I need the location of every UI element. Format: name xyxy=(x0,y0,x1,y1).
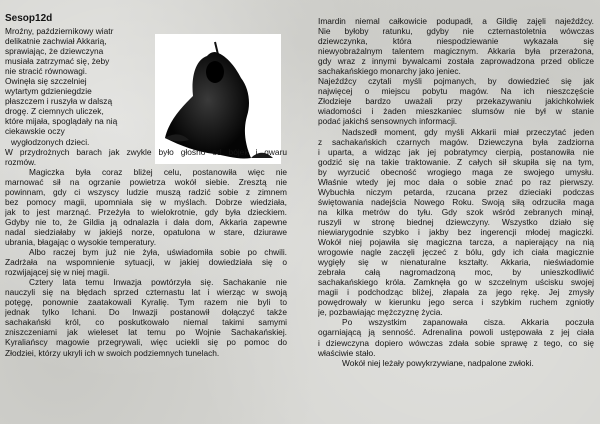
text-line: płaszczem i ruszyła w dalszą xyxy=(5,96,113,107)
text-line: ogarniającą ją senność. Adrenalina powoli ustępowała z jej ciała xyxy=(318,327,594,338)
text-line: dziewczynka, która niespodziewanie wykazała się xyxy=(318,36,594,47)
text-line: Owinęła się szczelniej xyxy=(5,76,87,87)
text-line: sachakańskiego monarchy jako jeniec. xyxy=(318,66,461,77)
text-line: drogę. Z ciemnych uliczek, xyxy=(5,106,104,117)
text-line: ciekawskie oczy xyxy=(5,126,65,137)
text-line: świętowania nadejścia Nowego Roku. Swoją siłą odrzuciła maga xyxy=(318,196,594,207)
text-line: niewyobrażalnym talentem magicznym. Akkaria była przerażona, xyxy=(318,46,594,57)
right-column xyxy=(318,16,594,368)
text-line: nauczyli się na błędach sprzed czternastu lat i wierząc w swoją xyxy=(5,287,287,298)
text-line: rozwijającej się w niej magii. xyxy=(5,267,110,278)
text-line: podać jakichś sensownych informacji. xyxy=(318,116,458,127)
text-line: delikatnie zachwiał Akkarią, xyxy=(5,36,107,47)
text-line: najwięcej o miejscu pobytu magów. Na ich nieszczęście xyxy=(318,86,594,97)
text-line: godzić się na takie traktowanie. Z całych sił skupiła się na tym, xyxy=(318,156,594,167)
text-line: Wokół niej pojawiła się magiczna tarcza, a napierający na nią xyxy=(318,237,594,248)
text-line: Najeźdźcy czytali myśli pojmanych, by dowiedzieć się jak xyxy=(318,76,594,87)
text-line: właściwie stało. xyxy=(318,347,376,358)
page-title: Sesop12d xyxy=(5,13,53,24)
text-line: Kyraliańscy magowie przegrywali, więc uciekli się po pomoc do xyxy=(5,337,287,348)
text-line: Albo raczej bym już nie żyła, uświadomiła sobie po chwili. xyxy=(29,247,287,258)
text-line: na kilka metrów do tyłu. Gdy szok wśród zebranych minął, xyxy=(318,206,594,217)
text-line: wygięły się w nienaturalne kształty. Akkaria, nieświadomie xyxy=(318,257,594,268)
text-line: sachakańskiego króla. Zamknęła go w szczelnym uścisku swojej xyxy=(318,277,594,288)
text-line: z sachakańskich czarnych magów. Dziewczyna była zadziorna xyxy=(318,136,594,147)
text-line: i dziewczyna dopiero wówczas zdała sobie sprawę z tego, co się xyxy=(318,337,594,348)
text-line: Imardin niemal całkowicie podupadł, a Gildię zajęli najeźdźcy. xyxy=(318,16,594,26)
text-line: nie stracić równowagi. xyxy=(5,66,88,77)
text-line: jednak tylko Ichani. Do Inwazji postanowił dołączyć także xyxy=(5,307,287,318)
text-line: sachakański król, co poskutkowało niemal takimi samymi xyxy=(5,317,287,328)
text-line: Złodzieje bardzo uważali przy przekazywaniu jakichkolwiek xyxy=(318,96,594,107)
text-line: ruszyli w stronę biednej dziewczyny. Wszystko działo się xyxy=(318,216,594,227)
text-line: musiała zatrzymać się, żeby xyxy=(5,56,110,67)
text-line: rozmów. xyxy=(5,156,37,167)
text-line: i uparta, a widząc jak jej pobratymcy cierpią, postanowiła nie xyxy=(318,146,594,157)
text-line: magii i podchodząc bliżej, złapała za jego rękę. Jej zmysły xyxy=(318,287,594,298)
text-line: sprawiając, że dziewczyna xyxy=(5,46,104,57)
left-column xyxy=(5,26,287,358)
text-line: Złodziei, którzy ukryli ich w swoich podziemnych tunelach. xyxy=(5,347,220,358)
text-line: wiadomości i żaden mieszkaniec slumsów nie był w stanie xyxy=(318,106,594,117)
text-line: powędrowały w kierunku jego serca i szybkim ruchem zgniotły xyxy=(318,297,594,308)
text-line: nadal siedziałaby w jakiejś norze, opatulona w stare, dziurawe xyxy=(5,226,287,237)
text-line: wygłodzonych dzieci. xyxy=(11,136,90,147)
text-line: Gdyby nie to, że Gildia ją odnalazła i dała dom, Akkaria zapewne xyxy=(5,216,287,227)
text-line: Po wszystkim zapanowała cisza. Akkaria poczuła xyxy=(342,317,594,328)
text-line: Właśnie wtedy jej moc dała o sobie znać po raz pierwszy. xyxy=(318,176,594,187)
text-line: wrogowie nagle zaczęli jęczeć z bólu, gdy ich ciała magicznie xyxy=(318,247,594,258)
text-line: Nie byłoby ratunku, gdyby nie czternastoletnia wówczas xyxy=(318,26,594,37)
text-line: niewiarygodnie szybko i jakby bez ingerencji młodej magiczki. xyxy=(318,226,594,237)
text-line: zniszczeniami jak wieleset lat temu po Wojnie Sachakańskiej. xyxy=(5,327,287,338)
text-line: gdy wraz z innymi bywalcami została zaprowadzona przed oblicze xyxy=(318,56,594,67)
text-line: Nadszedł moment, gdy myśli Akkarii miał przeczytać jeden xyxy=(342,126,594,137)
text-line: by wyrzucić obecność wrogiego maga ze swojego umysłu. xyxy=(318,166,594,177)
text-line: marnować sił na ogrzanie powietrza wokół siebie. Zresztą nie xyxy=(5,176,287,187)
text-line: zebrała całą nagromadzoną moc, by unieszkodliwić xyxy=(318,267,594,278)
text-line: Wokół niej leżały powykrzywiane, nadpalone zwłoki. xyxy=(342,357,534,368)
text-line: Mroźny, październikowy wiatr xyxy=(5,26,114,36)
text-line: je, pozbawiając mężczyznę życia. xyxy=(318,307,443,318)
text-line: bez pomocy magii, upomniała się w myślach. Dobrze wiedziała, xyxy=(5,196,287,207)
text-line: Wybuchła niczym petarda, rzucana przez dzieciaki podczas xyxy=(318,186,594,197)
text-line: W przydrożnych barach jak zwykle było głośno od bójek i gwaru xyxy=(5,146,287,157)
text-line: Cztery lata temu Inwazja powtórzyła się. Sachakanie nie xyxy=(29,277,287,288)
text-line: wytartym gdzieniegdzie xyxy=(5,86,92,97)
text-line: potęgę, ponownie zaatakowali Kyralię. Tym razem nie byli to xyxy=(5,297,287,308)
text-line: Magiczka była coraz bliżej celu, postanowiła więc nie xyxy=(29,166,287,177)
text-line: jak to jest marznąć. Przeżyła to wielokrotnie, gdy była dzieckiem. xyxy=(5,206,287,217)
text-line: które mijała, spoglądały na nią xyxy=(5,116,118,127)
text-line: Zadrżała na wspomnienie sytuacji, w jakiej dowiedziała się o xyxy=(5,257,287,268)
text-line: ubrania, błagając o wysokie temperatury. xyxy=(5,236,157,247)
text-line: powinnam, gdy ci wszyscy ludzie muszą radzić sobie z zimnem xyxy=(5,186,287,197)
